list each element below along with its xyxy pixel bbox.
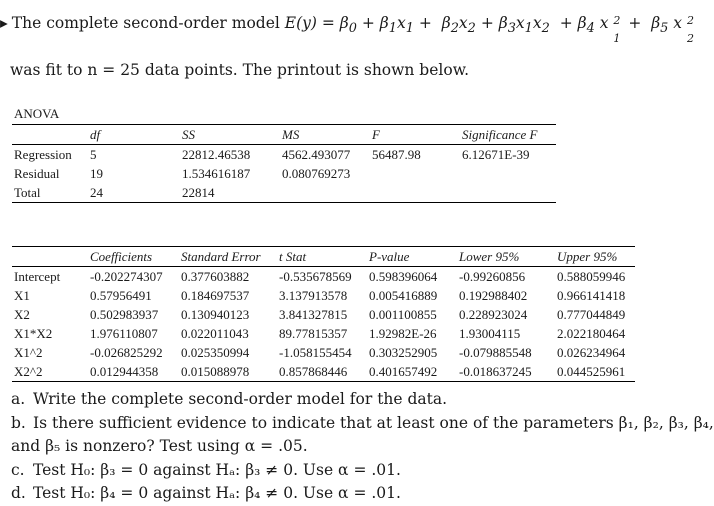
column-header: Lower 95% [457,247,555,267]
table-cell: 0.228923024 [459,307,528,322]
table-cell: -0.535678569 [279,269,352,284]
row-label: Intercept [14,269,61,284]
table-header-row [12,247,635,267]
table-row [12,324,635,343]
table-cell: 0.022011043 [181,326,249,341]
table-cell: 0.303252905 [369,345,438,360]
question-item [11,435,714,459]
table-cell: 0.025350994 [181,345,250,360]
question-text: Write the complete second-order model for the data. [33,390,448,408]
fit-description: was fit to n = 25 data points. The printout is shown below. [10,61,470,79]
coefficients-table [12,246,635,382]
table-cell: 2.022180464 [557,326,626,341]
table-cell: 0.184697537 [181,288,250,303]
row-label: X1^2 [14,345,43,360]
table-cell: 56487.98 [372,147,421,162]
table-cell: 22812.46538 [182,147,251,162]
table-row [12,183,556,203]
table-cell: 0.588059946 [557,269,626,284]
question-text: Is there sufficient evidence to indicate that at least one of the parameters β₁, β₂, β₃, β₄, [33,413,714,432]
question-item [11,388,714,412]
column-header: df [88,125,180,145]
table-cell [370,164,460,183]
table-cell [460,164,556,183]
column-header [12,125,88,145]
table-cell: 0.57956491 [90,288,152,303]
column-header [12,247,88,267]
table-cell: 0.502983937 [90,307,159,322]
table-row [12,362,635,382]
table-cell: 0.015088978 [179,362,277,382]
table-cell: 0.598396064 [369,269,438,284]
table-cell: 1.92982E-26 [369,326,437,341]
row-label: X1 [14,288,30,303]
table-row [12,286,635,305]
table-cell: 1.976110807 [90,326,158,341]
model-statement [0,14,697,45]
question-marker: d. [11,484,26,502]
table-cell: 0.401657492 [367,362,457,382]
table-cell: -0.202274307 [90,269,163,284]
table-cell: 19 [90,166,103,181]
table-cell: 0.777044849 [557,307,626,322]
table-cell [370,183,460,203]
table-cell: 0.192988402 [459,288,528,303]
question-marker: c. [11,460,25,479]
column-header: Upper 95% [555,247,635,267]
table-cell: 0.377603882 [181,269,250,284]
table-cell: 0.005416889 [369,288,438,303]
question-marker: b. [11,413,26,432]
question-text: and β₅ is nonzero? Test using α = .05. [11,437,308,455]
question-text: Test H₀: β₄ = 0 against Hₐ: β₄ ≠ 0. Use α = .01. [33,484,401,502]
table-cell: 0.026234964 [557,345,626,360]
table-cell: -0.99260856 [459,269,526,284]
table-cell: -0.026825292 [90,345,163,360]
column-header: P-value [367,247,457,267]
table-header-row [12,125,556,145]
column-header: t Stat [277,247,367,267]
table-cell: 24 [88,183,180,203]
column-header: Standard Error [179,247,277,267]
table-cell: 0.080769273 [282,166,351,181]
column-header: SS [180,125,280,145]
table-cell: 89.77815357 [279,326,348,341]
table-row [12,305,635,324]
table-cell: 3.137913578 [279,288,348,303]
table-cell: -1.058155454 [279,345,352,360]
table-cell [460,183,556,203]
question-marker: a. [11,390,26,408]
table-row [12,145,556,165]
table-cell: 5 [90,147,97,162]
column-header: MS [280,125,370,145]
question-list [11,388,714,506]
table-cell: 1.93004115 [459,326,521,341]
row-label: X2^2 [12,362,88,382]
table-cell: 0.966141418 [557,288,626,303]
table-cell [280,183,370,203]
model-lead-text: The complete second-order model [11,14,280,32]
table-cell: 1.534616187 [182,166,251,181]
row-label: Regression [14,147,72,162]
table-cell: 22814 [180,183,280,203]
table-row [12,267,635,287]
row-label: X1*X2 [14,326,53,341]
column-header: Significance F [460,125,556,145]
table-cell: 6.12671E-39 [462,147,530,162]
question-item [11,412,714,436]
table-cell: -0.079885548 [459,345,532,360]
question-item [11,482,714,506]
table-cell: 3.841327815 [279,307,348,322]
table-cell: -0.018637245 [457,362,555,382]
question-item [11,459,714,483]
row-label: Total [12,183,88,203]
row-label: Residual [14,166,60,181]
table-cell: 0.857868446 [277,362,367,382]
row-label: X2 [14,307,30,322]
table-cell: 0.012944358 [88,362,179,382]
question-text: Test H₀: β₃ = 0 against Hₐ: β₃ ≠ 0. Use α = .01. [33,460,401,479]
table-row [12,164,556,183]
column-header: Coefficients [88,247,179,267]
table-row [12,343,635,362]
table-cell: 0.130940123 [181,307,250,322]
table-cell: 0.001100855 [369,307,437,322]
column-header: F [370,125,460,145]
anova-title: ANOVA [14,106,60,121]
table-cell: 4562.493077 [282,147,351,162]
table-cell: 0.044525961 [555,362,635,382]
model-equation: $E(y) = \beta_0 + \beta_1x_1 + \beta_2x_2 + \beta_3x_1x_2 + \beta_4$ x 2 1 + $\beta_5$ x 2 2 [284,14,694,45]
anova-table [12,124,556,203]
bullet-icon: ▸ [0,14,8,32]
